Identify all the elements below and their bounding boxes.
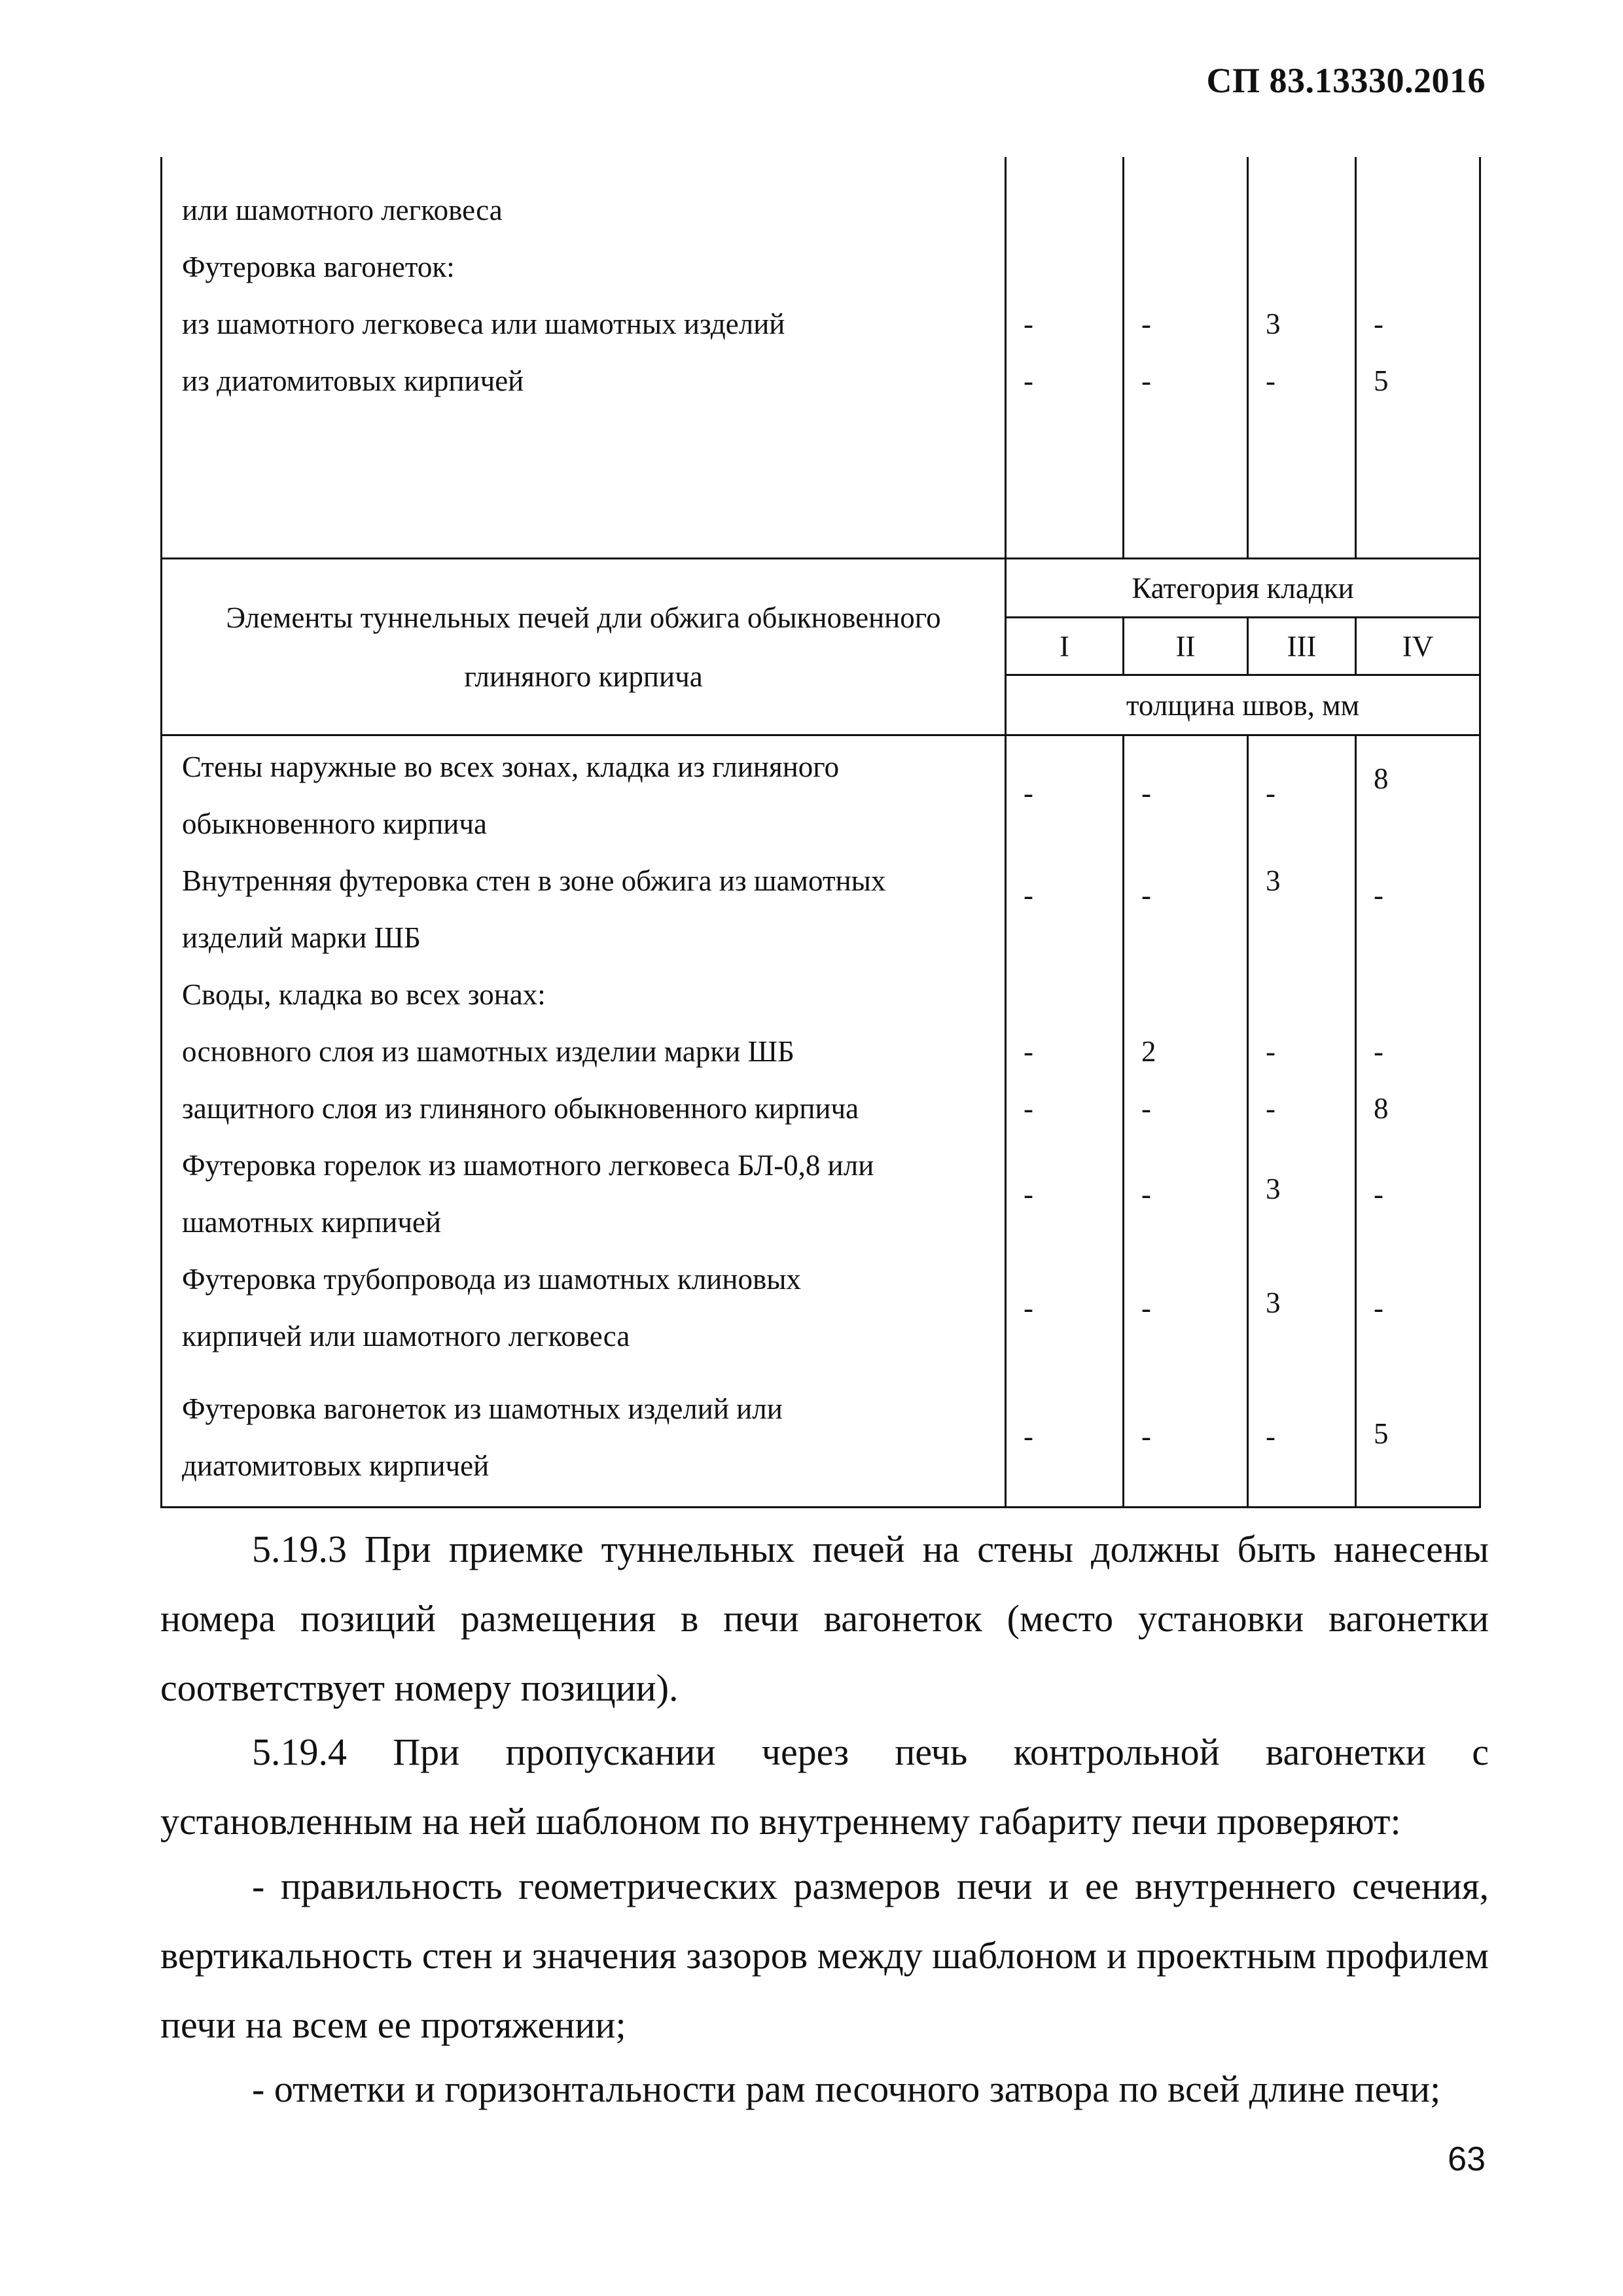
cell-value: - <box>1356 1023 1480 1080</box>
continuation-col-4 <box>1356 157 1480 557</box>
cell-value: 3 <box>1248 853 1356 966</box>
continuation-col-2 <box>1124 157 1248 557</box>
cell-value: 8 <box>1356 1080 1480 1137</box>
cell-value: - <box>1248 1080 1356 1137</box>
row-description: защитного слоя из глиняного обыкновенного кирпича <box>162 1080 1006 1137</box>
table-continuation <box>160 157 1481 557</box>
cell-value: - <box>1141 364 1151 397</box>
cell-value: - <box>1124 735 1248 853</box>
cell-value: - <box>1006 1080 1124 1137</box>
cell-value: 8 <box>1356 735 1480 853</box>
row-description: Стены наружные во всех зонах, кладка из глиняного обыкновенного кирпича <box>162 735 1006 853</box>
continuation-line: или шамотного легковеса <box>182 194 503 226</box>
masonry-joint-table <box>160 557 1481 1508</box>
list-item-frames: - отметки и горизонтальности рам песочного затвора по всей длине печи; <box>252 2068 1441 2110</box>
row-description: Внутренняя футеровка стен в зоне обжига из шамотных изделий марки ШБ <box>162 853 1006 966</box>
row-description: Футеровка трубопровода из шамотных клиновых кирпичей или шамотного легковеса <box>162 1251 1006 1365</box>
continuation-col-3 <box>1248 157 1356 557</box>
cell-value: - <box>1006 1023 1124 1080</box>
cell-value: - <box>1124 1137 1248 1251</box>
cell-value: - <box>1124 1365 1248 1508</box>
cell-value: - <box>1124 853 1248 966</box>
table-row <box>162 1251 1480 1365</box>
cell-value: - <box>1006 1365 1124 1508</box>
table-row <box>162 853 1480 966</box>
cell-value: - <box>1248 1023 1356 1080</box>
cell-value: 3 <box>1248 1137 1356 1251</box>
paragraph-5-19-3: 5.19.3 При приемке туннельных печей на стены должны быть нанесены номера позиций размещения в печи вагонеток (место установки вагонетки соответствует номеру позиции). <box>160 1528 1489 1709</box>
cell-value: - <box>1356 1251 1480 1365</box>
header-elements: Элементы туннельных печей дли обжига обыкновенного глиняного кирпича <box>162 559 1006 735</box>
table-row <box>162 1365 1480 1508</box>
cell-value: - <box>1356 1137 1480 1251</box>
cell-value: - <box>1006 735 1124 853</box>
cell-value: 3 <box>1248 1251 1356 1365</box>
header-category-iv: IV <box>1356 618 1480 675</box>
table-row <box>162 966 1480 1023</box>
row-description: основного слоя из шамотных изделии марки ШБ <box>162 1023 1006 1080</box>
cell-value <box>1248 966 1356 1023</box>
cell-value: - <box>1024 308 1033 340</box>
header-category-i: I <box>1006 618 1124 675</box>
table-row <box>162 1080 1480 1137</box>
cell-value: 3 <box>1266 308 1281 340</box>
cell-value: - <box>1266 364 1275 397</box>
header-category-ii: II <box>1124 618 1248 675</box>
row-description: Футеровка вагонеток из шамотных изделий или диатомитовых кирпичей <box>162 1365 1006 1508</box>
table-row <box>162 735 1480 853</box>
cell-value: - <box>1024 364 1033 397</box>
table-row <box>162 1137 1480 1251</box>
cell-value: - <box>1248 1365 1356 1508</box>
header-category-iii: III <box>1248 618 1356 675</box>
row-description: Своды, кладка во всех зонах: <box>162 966 1006 1023</box>
cell-value: - <box>1374 308 1383 340</box>
continuation-col-1 <box>1006 157 1124 557</box>
cell-value: - <box>1124 1080 1248 1137</box>
cell-value <box>1006 966 1124 1023</box>
header-category: Категория кладки <box>1006 559 1480 618</box>
continuation-line: из шамотного легковеса или шамотных изделий <box>182 308 785 340</box>
cell-value: - <box>1006 853 1124 966</box>
continuation-line: Футеровка вагонеток: <box>182 251 455 283</box>
cell-value: 2 <box>1124 1023 1248 1080</box>
header-unit: толщина швов, мм <box>1006 675 1480 735</box>
table-row <box>162 1023 1480 1080</box>
page-number: 63 <box>1448 2140 1486 2178</box>
cell-value: - <box>1248 735 1356 853</box>
cell-value: 5 <box>1374 364 1389 397</box>
cell-value <box>1124 966 1248 1023</box>
cell-value <box>1356 966 1480 1023</box>
paragraph-5-19-4: 5.19.4 При пропускании через печь контрольной вагонетки с установленным на ней шаблоном по внутреннему габариту печи проверяют: <box>160 1731 1489 1843</box>
cell-value: - <box>1006 1137 1124 1251</box>
continuation-description-cell <box>162 157 1006 557</box>
cell-value: - <box>1356 853 1480 966</box>
cell-value: 5 <box>1356 1365 1480 1508</box>
list-item-geometry: - правильность геометрических размеров печи и ее внутреннего сечения, вертикальность стен и значения зазоров между шаблоном и проектным профилем печи на всем ее протяжении; <box>160 1865 1489 2046</box>
cell-value: - <box>1006 1251 1124 1365</box>
continuation-line: из диатомитовых кирпичей <box>182 364 524 397</box>
cell-value: - <box>1141 308 1151 340</box>
row-description: Футеровка горелок из шамотного легковеса БЛ-0,8 или шамотных кирпичей <box>162 1137 1006 1251</box>
document-code: СП 83.13330.2016 <box>1206 61 1486 100</box>
cell-value: - <box>1124 1251 1248 1365</box>
